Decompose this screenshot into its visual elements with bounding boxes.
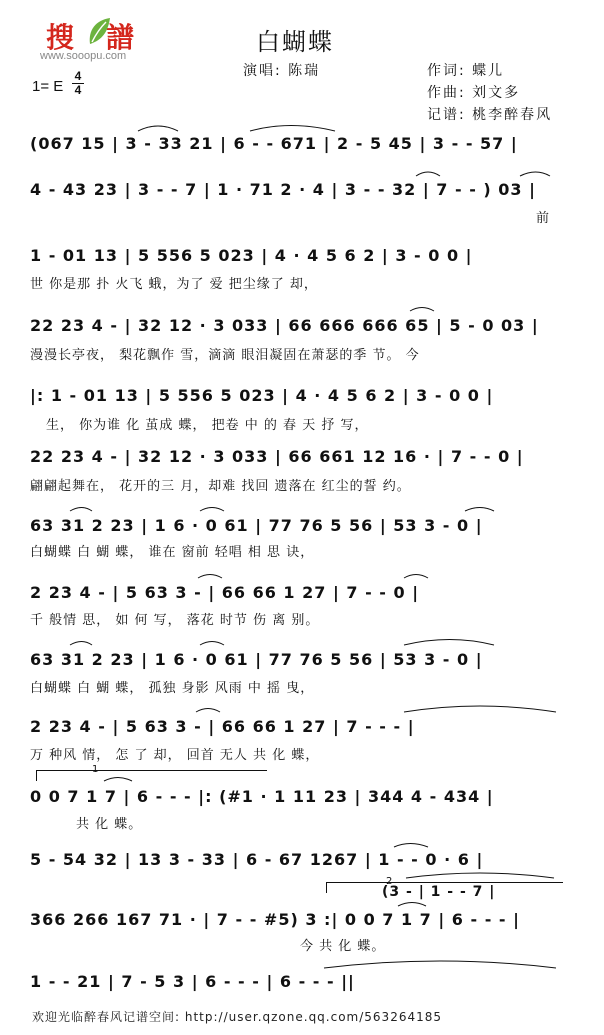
- slur: [465, 508, 494, 512]
- score-line-14: 1 - - 21 | 7 - 5 3 | 6 - - - | 6 - - - ||: [30, 972, 355, 991]
- score-line-6: 22 23 4 - | 32 12 · 3 033 | 66 661 12 16 · | 7 - - 0 |: [30, 447, 524, 466]
- time-bottom: 4: [74, 83, 82, 97]
- score-line-8: 2 23 4 - | 5 63 3 - | 66 66 1 27 | 7 - - 0 |: [30, 583, 420, 602]
- slur: [70, 508, 92, 512]
- score-line-7: 63 31 2 23 | 1 6 · 0 61 | 77 76 5 56 | 53 3 - 0 |: [30, 516, 483, 535]
- score-line-11: 0 0 7 1 7 | 6 - - - |: (#1 · 1 11 23 | 344 4 - 434 |: [30, 787, 494, 806]
- slur: [104, 778, 132, 782]
- slur: [404, 575, 428, 579]
- logo-text: 搜 譜: [46, 21, 137, 54]
- slur: [416, 172, 440, 176]
- second-ending-prefix: (3 - | 1 - - 7 |: [382, 884, 496, 900]
- score-line-10: 2 23 4 - | 5 63 3 - | 66 66 1 27 | 7 - - - |: [30, 717, 415, 736]
- song-title: 白蝴蝶: [256, 28, 334, 56]
- lyric-line-7: 白蝴蝶 白 蝴 蝶， 谁在 窗前 轻唱 相 思 诀，: [30, 545, 315, 560]
- score-line-3: 1 - 01 13 | 5 556 5 023 | 4 · 4 5 6 2 | 3 - 0 0 |: [30, 246, 473, 265]
- composer-credit: 作曲: 刘文多: [427, 85, 521, 101]
- slur: [200, 508, 224, 512]
- slur: [324, 961, 556, 968]
- lyric-line-6: 翩翩起舞在， 花开的三 月，却难 找回 遗落在 红尘的誓 约。: [30, 479, 411, 494]
- slur: [200, 642, 224, 646]
- score-line-12: 5 - 54 32 | 13 3 - 33 | 6 - 67 1267 | 1 - - 0 · 6 |: [30, 850, 484, 869]
- slur: [196, 709, 220, 713]
- slur: [70, 642, 92, 646]
- slur: [198, 575, 222, 579]
- lyric-line-3: 世 你是那 扑 火飞 蛾，为了 爱 把尘缘了 却，: [30, 277, 318, 292]
- score-line-13: 366 266 167 71 · | 7 - - #5) 3 :| 0 0 7 1 7 | 6 - - - |: [30, 910, 520, 929]
- slur: [406, 873, 554, 878]
- slur: [394, 844, 428, 848]
- footer-credit: 欢迎光临醉春风记谱空间: http://user.qzone.qq.com/563264185: [32, 1010, 443, 1024]
- first-ending-label: 1: [92, 764, 100, 775]
- slur: [250, 126, 335, 132]
- slur: [404, 640, 494, 646]
- score-line-5: |: 1 - 01 13 | 5 556 5 023 | 4 · 4 5 6 2 | 3 - 0 0 |: [30, 386, 494, 405]
- lyric-line-8: 千 般情 思， 如 何 写， 落花 时节 伤 离 别。: [30, 613, 320, 628]
- second-ending-label: 2: [386, 876, 394, 887]
- transcriber-credit: 记谱: 桃李醉春风: [427, 107, 553, 123]
- slur: [404, 706, 556, 712]
- score-line-1: (067 15 | 3 - 33 21 | 6 - - 671 | 2 - 5 45 | 3 - - 57 |: [30, 134, 518, 153]
- lyric-line-10: 万 种风 情， 怎 了 却， 回首 无人 共 化 蝶，: [30, 748, 320, 763]
- score-line-9: 63 31 2 23 | 1 6 · 0 61 | 77 76 5 56 | 53 3 - 0 |: [30, 650, 483, 669]
- lyric-line-11: 共 化 蝶。: [76, 817, 143, 832]
- lyric-line-13: 今 共 化 蝶。: [300, 939, 386, 954]
- score-line-2: 4 - 43 23 | 3 - - 7 | 1 · 71 2 · 4 | 3 - - 32 | 7 - - ) 03 |: [30, 180, 536, 199]
- lyricist-credit: 作词: 蝶儿: [427, 63, 505, 79]
- slur: [520, 172, 550, 176]
- logo-url: www.sooopu.com: [40, 50, 127, 62]
- score-line-4: 22 23 4 - | 32 12 · 3 033 | 66 666 666 65 | 5 - 0 03 |: [30, 316, 539, 335]
- key-signature: 1= E: [32, 78, 64, 95]
- time-top: 4: [74, 69, 82, 83]
- lyric-line-5: 生， 你为谁 化 茧成 蝶， 把卷 中 的 春 天 抒 写，: [46, 418, 369, 433]
- slur: [138, 126, 178, 131]
- lyric-line-4: 漫漫长亭夜， 梨花飘作 雪，滴滴 眼泪凝固在萧瑟的季 节。 今: [30, 348, 420, 363]
- singer-credit: 演唱: 陈瑞: [243, 63, 321, 79]
- lyric-line-9: 白蝴蝶 白 蝴 蝶， 孤独 身影 风雨 中 摇 曳，: [30, 681, 315, 696]
- lyric-line-2: 前: [536, 211, 551, 226]
- slur: [410, 308, 434, 312]
- slur: [398, 903, 426, 907]
